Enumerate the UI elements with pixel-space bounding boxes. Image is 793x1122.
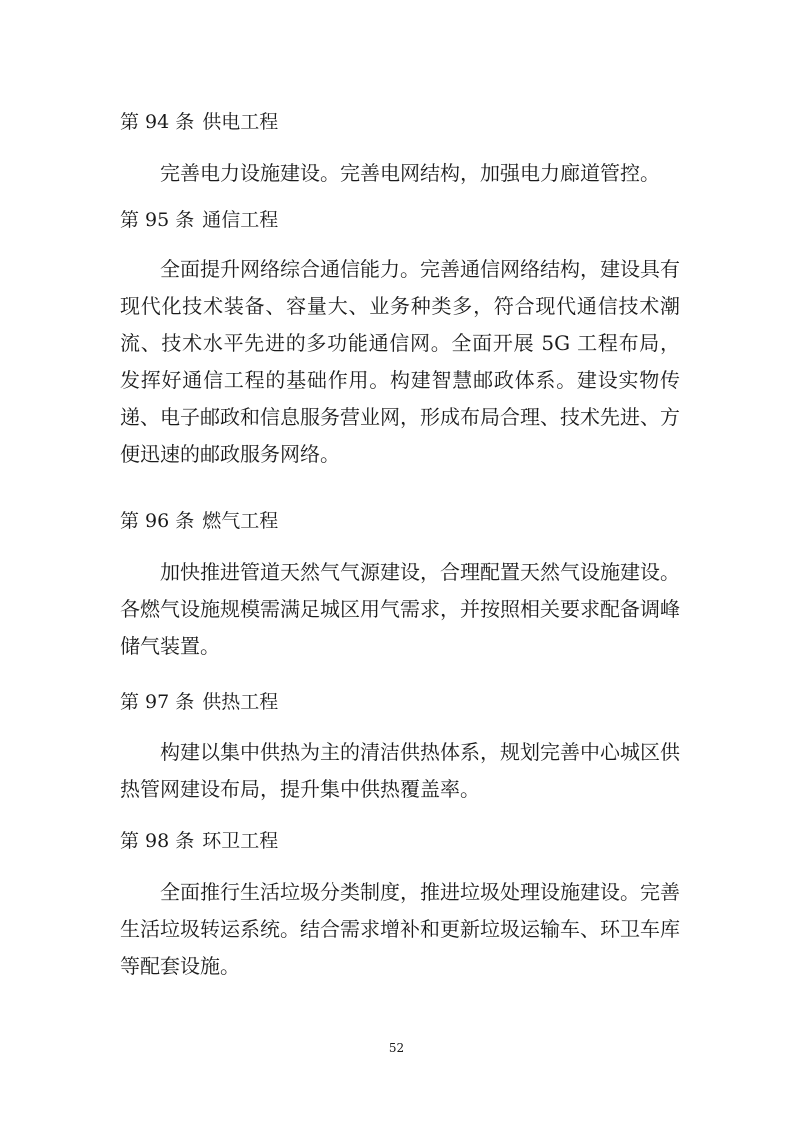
article-title: 通信工程 xyxy=(202,209,279,231)
article-95-body: 全面提升网络综合通信能力。完善通信网络结构，建设具有现代化技术装备、容量大、业务种类多，符合现代通信技术潮流、技术水平先进的多功能通信网。全面开展 5G 工程布局，发挥好通信工程的基础作用。构建智慧邮政体系。建设实物传递、电子邮政和信息服务营业网，形成布局合理、技术先进、方便迅速的邮政服务网络。 xyxy=(120,257,680,466)
article-97-body: 构建以集中供热为主的清洁供热体系，规划完善中心城区供热管网建设布局，提升集中供热覆盖率。 xyxy=(120,740,680,801)
article-number: 第 94 条 xyxy=(120,111,195,133)
article-title: 环卫工程 xyxy=(202,830,279,852)
article-96-heading xyxy=(120,509,278,533)
article-title: 供电工程 xyxy=(202,111,279,133)
article-number: 第 95 条 xyxy=(120,209,195,231)
article-title: 燃气工程 xyxy=(202,510,279,532)
article-98-body: 全面推行生活垃圾分类制度，推进垃圾处理设施建设。完善生活垃圾转运系统。结合需求增补和更新垃圾运输车、环卫车库等配套设施。 xyxy=(120,880,680,978)
article-number: 第 96 条 xyxy=(120,510,195,532)
article-number: 第 98 条 xyxy=(120,830,195,852)
article-95-heading xyxy=(120,208,278,232)
article-96-body: 加快推进管道天然气气源建设，合理配置天然气设施建设。各燃气设施规模需满足城区用气需求，并按照相关要求配备调峰储气装置。 xyxy=(120,560,680,658)
article-number: 第 97 条 xyxy=(120,691,195,713)
page-number: 52 xyxy=(388,1041,405,1055)
article-94-body: 完善电力设施建设。完善电网结构，加强电力廊道管控。 xyxy=(160,161,660,185)
article-title: 供热工程 xyxy=(202,691,279,713)
article-97-heading xyxy=(120,690,278,714)
article-98-heading xyxy=(120,829,278,853)
article-94-heading xyxy=(120,110,278,134)
